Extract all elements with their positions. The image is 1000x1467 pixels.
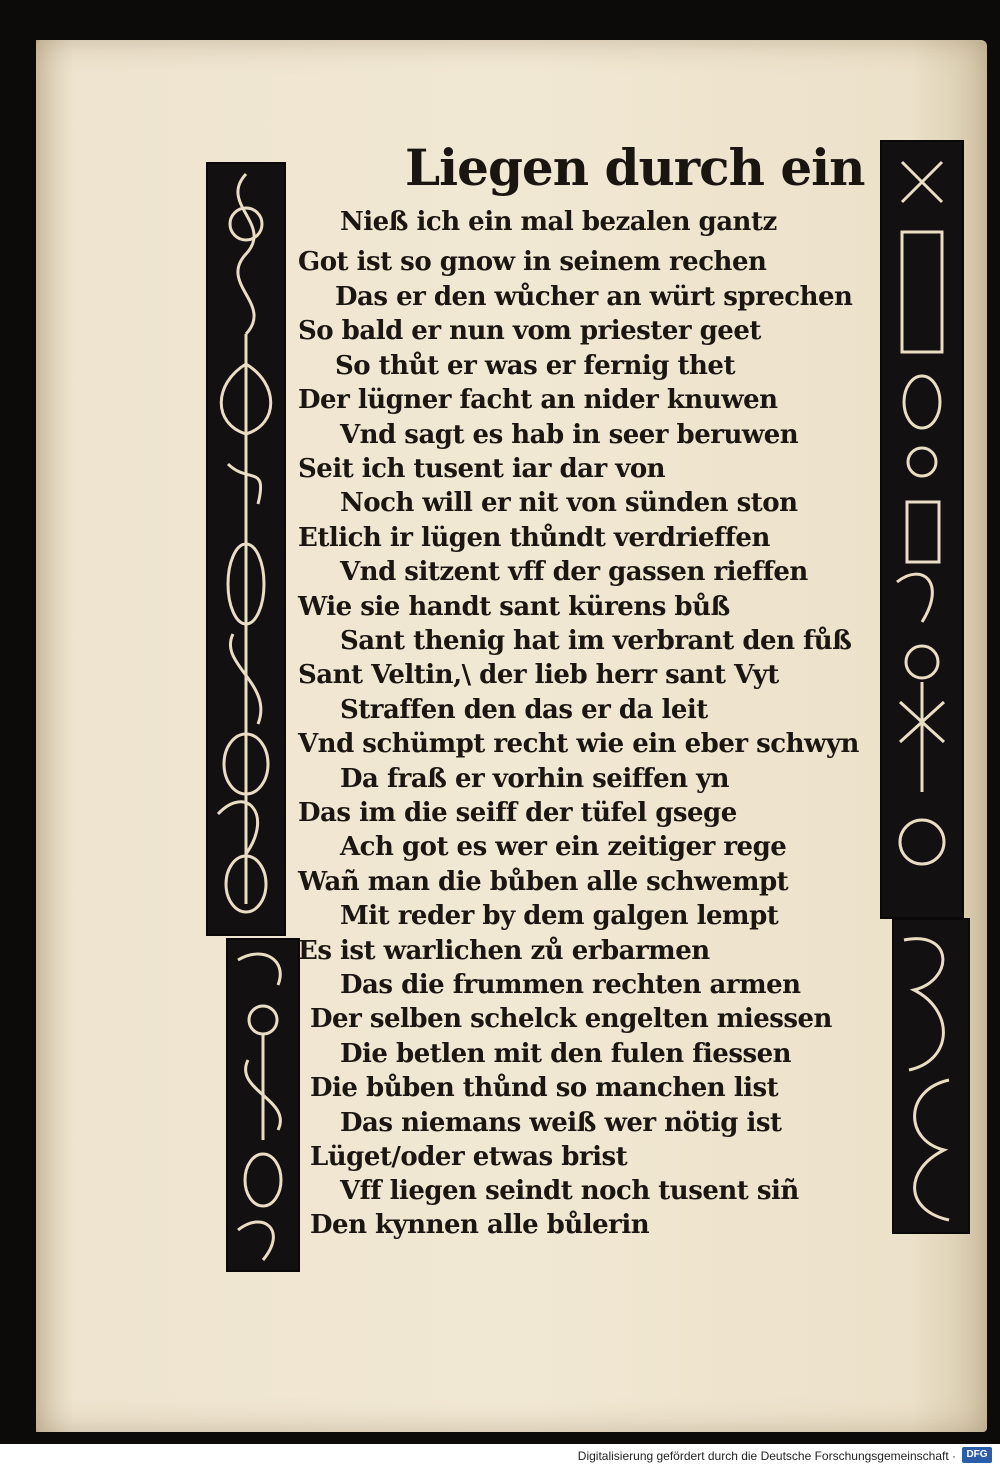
right-upper-woodcut-border bbox=[880, 140, 964, 919]
verse-line: Sant Veltin,\ der lieb herr sant Vyt bbox=[298, 660, 779, 690]
verse-line: Der selben schelck engelten miessen bbox=[310, 1004, 832, 1034]
verse-line: Vnd sitzent vff der gassen rieffen bbox=[340, 557, 808, 587]
verse-line: Das er den wůcher an würt sprechen bbox=[335, 282, 853, 312]
page-heading: Liegen durch ein bbox=[405, 138, 865, 197]
verse-line: Den kynnen alle bůlerin bbox=[310, 1210, 650, 1240]
funding-credit: Digitalisierung gefördert durch die Deutsche Forschungsgemeinschaft · bbox=[577, 1449, 956, 1463]
verse-line: Lüget/oder etwas brist bbox=[310, 1142, 628, 1172]
left-upper-woodcut-border bbox=[206, 162, 286, 936]
verse-line: Vnd sagt es hab in seer beruwen bbox=[340, 420, 799, 450]
verse-line: Noch will er nit von sünden ston bbox=[340, 488, 798, 518]
verse-line: Sant thenig hat im verbrant den fůß bbox=[340, 626, 852, 656]
verse-line: Mit reder by dem galgen lempt bbox=[340, 901, 779, 931]
right-lower-woodcut-border bbox=[892, 918, 970, 1234]
verse-line: Wañ man die bůben alle schwempt bbox=[298, 867, 789, 897]
dfg-logo: DFG bbox=[962, 1447, 992, 1463]
verse-line: So thůt er was er fernig thet bbox=[335, 351, 735, 381]
verse-line: Das im die seiff der tüfel gsege bbox=[298, 798, 737, 828]
verse-line: Das die frummen rechten armen bbox=[340, 970, 801, 1000]
verse-line: Wie sie handt sant kürens bůß bbox=[298, 592, 730, 622]
verse-line: Got ist so gnow in seinem rechen bbox=[298, 247, 767, 277]
verse-line: Das niemans weiß wer nötig ist bbox=[340, 1108, 782, 1138]
verse-line: So bald er nun vom priester geet bbox=[298, 316, 761, 346]
verse-line: Da fraß er vorhin seiffen yn bbox=[340, 764, 730, 794]
verse-line: Etlich ir lügen thůndt verdrieffen bbox=[298, 523, 770, 553]
verse-line: Die betlen mit den fulen fiessen bbox=[340, 1039, 792, 1069]
verse-line: Vnd schümpt recht wie ein eber schwyn bbox=[298, 729, 859, 759]
left-lower-woodcut-border bbox=[226, 938, 300, 1272]
verse-line: Die bůben thůnd so manchen list bbox=[310, 1073, 779, 1103]
verse-line: Es ist warlichen zů erbarmen bbox=[298, 936, 710, 966]
verse-line: Ach got es wer ein zeitiger rege bbox=[340, 832, 787, 862]
footer-bar bbox=[0, 1444, 1000, 1467]
verse-line: Nieß ich ein mal bezalen gantz bbox=[340, 207, 777, 237]
verse-line: Seit ich tusent iar dar von bbox=[298, 454, 666, 484]
verse-line: Vff liegen seindt noch tusent siñ bbox=[340, 1176, 799, 1206]
verse-line: Der lügner facht an nider knuwen bbox=[298, 385, 778, 415]
verse-line: Straffen den das er da leit bbox=[340, 695, 708, 725]
